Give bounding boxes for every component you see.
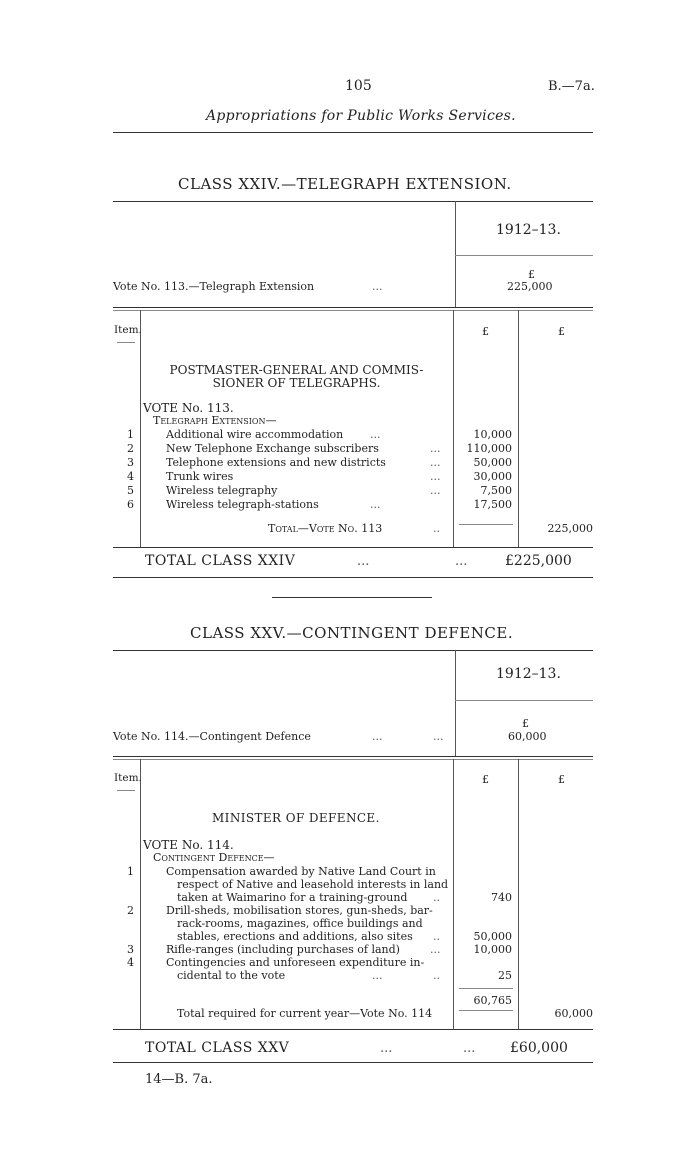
class-24-subtotal-rule [459,524,513,525]
class-25-title: CLASS XXV.—CONTINGENT DEFENCE. [190,624,514,642]
item-dots: .. [433,930,440,943]
class-24-col-currency-2: £ [558,325,565,338]
class-25-total-vote-amount: 60,000 [554,1007,593,1020]
item-number: 3 [127,456,134,469]
class-25-total-col-divider [518,759,519,1029]
item-number: 2 [127,442,134,455]
class-24-year-column-divider [455,201,456,307]
class-25-department: MINISTER OF DEFENCE. [212,811,380,825]
item-dots: ... [430,470,441,483]
class-25-total-dots-2: ... [463,1041,476,1056]
class-24-amount-col-divider [453,310,454,547]
class-24-items-top-rule [113,307,593,308]
class-24-total-dots: ... [357,554,370,569]
class-25-vote-dots-2: ... [433,730,444,743]
item-number: 5 [127,484,134,497]
item-dots: ... [430,442,441,455]
item-amount: 50,000 [473,930,512,943]
class-24-total-vote-dots: .. [433,522,440,535]
class-25-subhead: Contingent Defence— [153,851,275,864]
item-amount: 110,000 [466,442,512,455]
class-25-total-label: TOTAL CLASS XXV [145,1040,290,1056]
item-number: 1 [127,865,134,878]
item-number: 4 [127,470,134,483]
item-description-line: Rifle-ranges (including purchases of land) [166,943,400,956]
item-dots: ... [430,484,441,497]
class-25-vote-label: Vote No. 114.—Contingent Defence [113,730,311,743]
class-24-subhead: Telegraph Extension— [153,414,277,427]
class-24-total-vote-label: Total—Vote No. 113 [268,522,383,535]
class-25-amount-col-divider [453,759,454,1029]
class-25-total-dots: ... [380,1041,393,1056]
class-25-subtotal-bottom-rule [459,1010,513,1011]
class-24-total-label: TOTAL CLASS XXIV [145,553,296,569]
item-description-line: rack-rooms, magazines, office buildings and [177,917,423,930]
class-24-col-currency-1: £ [482,325,489,338]
item-description: New Telephone Exchange subscribers [166,442,379,455]
class-25-subtotal-top-rule [459,988,513,989]
item-description: Trunk wires [166,470,234,483]
item-description-line: taken at Waimarino for a training-ground [177,891,408,904]
class-24-vote-amount: 225,000 [507,280,553,293]
class-24-items-bottom-rule [113,547,593,548]
class-24-vote-dots: ... [372,280,383,293]
class-25-total-amount: £60,000 [510,1040,568,1056]
printer-signature: 14—B. 7a. [145,1072,213,1087]
class-25-items-bottom-rule [113,1029,593,1030]
class-25-year-column-divider [455,650,456,756]
class-25-col-currency-2: £ [558,773,565,786]
class-24-item-col-divider [140,310,141,547]
item-amount: 25 [498,969,512,982]
item-dots: ... [370,498,381,511]
class-25-items-top-rule-2 [113,759,593,760]
class-24-total-dots-2: ... [455,554,468,569]
item-description-line: stables, erections and additions, also sites [177,930,413,943]
class-24-vote-currency: £ [528,268,535,281]
class-25-year: 1912–13. [496,666,561,682]
class-25-table-top-rule [113,650,593,651]
item-description-line: cidental to the vote [177,969,286,982]
item-dots: ... [370,428,381,441]
item-description-line: Contingencies and unforeseen expenditure in- [166,956,425,969]
class-24-total-col-divider [518,310,519,547]
item-description-line: Drill-sheds, mobilisation stores, gun-sheds, bar- [166,904,433,917]
class-25-item-header-underline [117,790,135,791]
class-24-table-top-rule [113,201,593,202]
class-24-item-header-underline [117,342,135,343]
item-description: Telephone extensions and new districts [166,456,386,469]
class-24-department-cont: SIONER OF TELEGRAPHS. [212,376,381,390]
class-24-total-vote-amount: 225,000 [547,522,593,535]
class-24-total-amount: £225,000 [505,553,572,569]
class-24-vote-label: Vote No. 113.—Telegraph Extension [113,280,315,293]
section-separator [272,597,432,598]
item-amount: 17,500 [473,498,512,511]
class-24-year-underline [455,255,593,256]
class-25-col-currency-1: £ [482,773,489,786]
class-24-item-header: Item. [114,324,142,336]
class-24-items-top-rule-2 [113,310,593,311]
item-number: 1 [127,428,134,441]
item-dots: .. [433,891,440,904]
class-24-vote-number: VOTE No. 113. [143,401,234,415]
item-number: 4 [127,956,134,969]
class-25-items-top-rule [113,756,593,757]
item-amount: 10,000 [473,943,512,956]
class-25-bottom-rule [113,1062,593,1063]
class-25-vote-dots: ... [372,730,383,743]
item-amount: 30,000 [473,470,512,483]
item-dots: ... [430,943,441,956]
page-subtitle: Appropriations for Public Works Services. [206,108,516,124]
item-description: Wireless telegraph-stations [166,498,319,511]
item-number: 2 [127,904,134,917]
class-24-year: 1912–13. [496,222,561,238]
class-24-department: POSTMASTER-GENERAL AND COMMIS- [169,363,424,377]
item-number: 3 [127,943,134,956]
item-description-line: Compensation awarded by Native Land Court in [166,865,436,878]
class-25-item-header: Item. [114,772,142,784]
item-description: Wireless telegraphy [166,484,278,497]
item-amount: 7,500 [480,484,512,497]
item-dots: ... [372,969,383,982]
class-25-year-underline [455,700,593,701]
class-24-title: CLASS XXIV.—TELEGRAPH EXTENSION. [178,175,512,193]
item-description-line: respect of Native and leasehold interests in land [177,878,449,891]
item-number: 6 [127,498,134,511]
item-dots: ... [430,456,441,469]
document-reference: B.—7a. [548,79,595,94]
item-amount: 740 [491,891,512,904]
class-25-subtotal: 60,765 [473,994,512,1007]
item-amount: 50,000 [473,456,512,469]
class-24-bottom-rule [113,577,593,578]
class-25-vote-currency: £ [522,717,529,730]
class-25-vote-number: VOTE No. 114. [143,838,234,852]
header-rule [113,132,593,133]
item-dots-2: .. [433,969,440,982]
class-25-vote-amount: 60,000 [508,730,547,743]
class-25-total-vote-label: Total required for current year—Vote No. 114 [177,1007,433,1020]
item-description: Additional wire accommodation [166,428,344,441]
item-amount: 10,000 [473,428,512,441]
class-25-item-col-divider [140,759,141,1029]
page-number: 105 [345,78,372,94]
